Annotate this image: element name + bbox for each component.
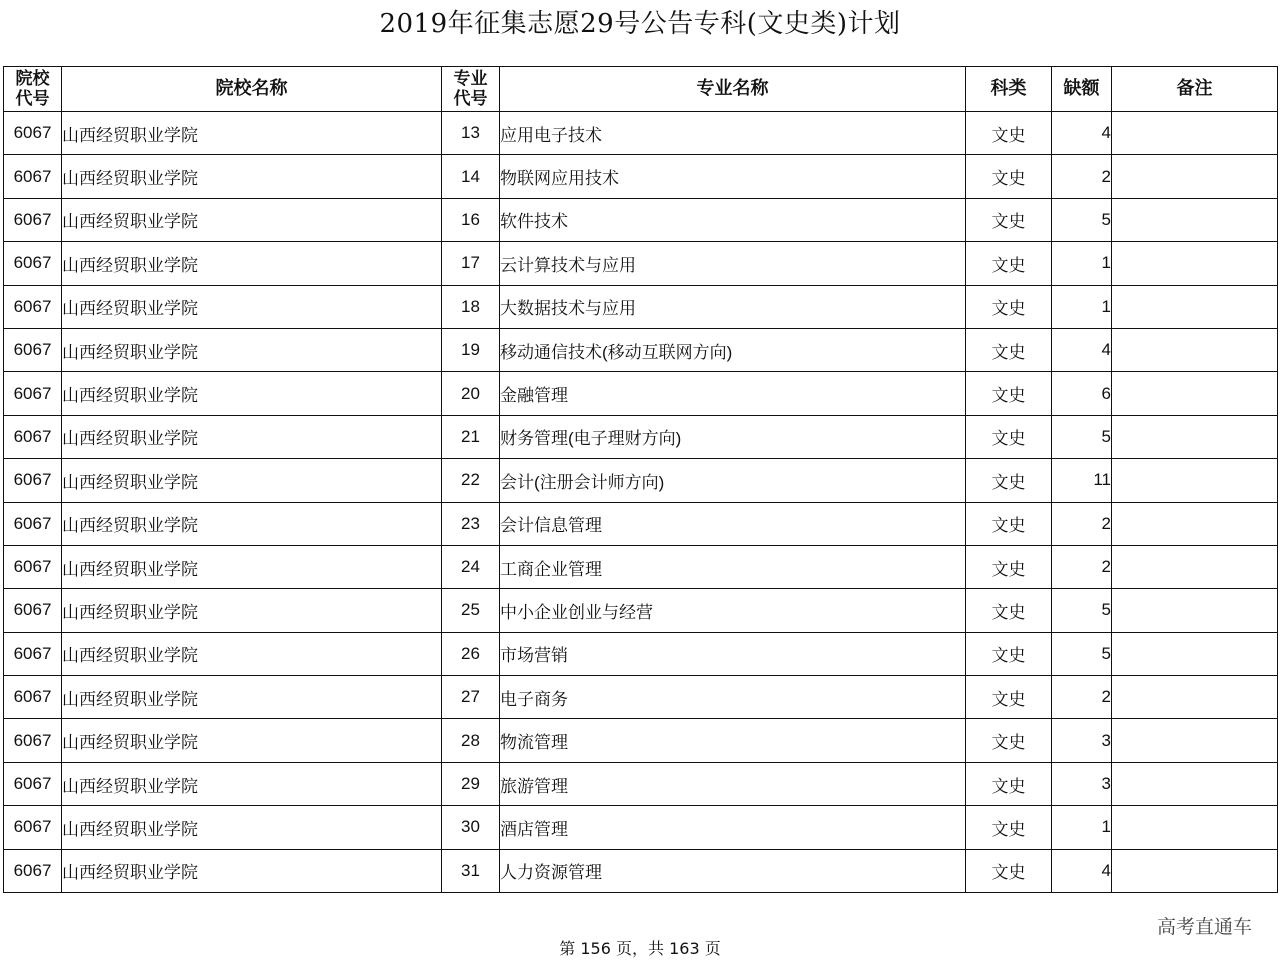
cell-quota: 2 (1052, 155, 1112, 198)
cell-category: 文史 (966, 589, 1052, 632)
cell-school-code: 6067 (4, 415, 62, 458)
cell-category: 文史 (966, 545, 1052, 588)
cell-school-code: 6067 (4, 632, 62, 675)
cell-school-code: 6067 (4, 589, 62, 632)
cell-major-code: 24 (442, 545, 500, 588)
cell-quota: 3 (1052, 762, 1112, 805)
cell-school-name: 山西经贸职业学院 (62, 155, 442, 198)
cell-school-code: 6067 (4, 762, 62, 805)
cell-major-name: 财务管理(电子理财方向) (500, 415, 966, 458)
cell-category: 文史 (966, 849, 1052, 892)
table-row (4, 459, 1278, 502)
cell-note (1112, 328, 1278, 371)
cell-school-code: 6067 (4, 372, 62, 415)
header-school-name: 院校名称 (62, 67, 442, 112)
cell-major-name: 云计算技术与应用 (500, 242, 966, 285)
cell-note (1112, 415, 1278, 458)
cell-category: 文史 (966, 112, 1052, 155)
cell-major-code: 29 (442, 762, 500, 805)
cell-school-code: 6067 (4, 459, 62, 502)
cell-note (1112, 155, 1278, 198)
cell-major-code: 14 (442, 155, 500, 198)
cell-school-code: 6067 (4, 676, 62, 719)
cell-school-code: 6067 (4, 545, 62, 588)
cell-category: 文史 (966, 242, 1052, 285)
cell-quota: 1 (1052, 285, 1112, 328)
header-major-code (442, 67, 500, 112)
cell-quota: 2 (1052, 545, 1112, 588)
cell-major-code: 27 (442, 676, 500, 719)
cell-quota: 1 (1052, 242, 1112, 285)
cell-quota: 4 (1052, 849, 1112, 892)
cell-category: 文史 (966, 459, 1052, 502)
table-row (4, 155, 1278, 198)
cell-school-name: 山西经贸职业学院 (62, 242, 442, 285)
cell-school-name: 山西经贸职业学院 (62, 676, 442, 719)
cell-quota: 5 (1052, 198, 1112, 241)
cell-school-code: 6067 (4, 242, 62, 285)
cell-note (1112, 849, 1278, 892)
cell-category: 文史 (966, 328, 1052, 371)
cell-quota: 5 (1052, 589, 1112, 632)
cell-major-code: 17 (442, 242, 500, 285)
cell-school-name: 山西经贸职业学院 (62, 198, 442, 241)
cell-school-code: 6067 (4, 849, 62, 892)
cell-category: 文史 (966, 372, 1052, 415)
table-body (4, 112, 1278, 893)
cell-major-code: 19 (442, 328, 500, 371)
cell-school-code: 6067 (4, 806, 62, 849)
header-school-code (4, 67, 62, 112)
cell-note (1112, 459, 1278, 502)
page-title: 2019年征集志愿29号公告专科(文史类)计划 (379, 9, 901, 39)
cell-major-name: 旅游管理 (500, 762, 966, 805)
table-row (4, 112, 1278, 155)
page-footer: 第 156 页，共 163 页 (559, 939, 721, 958)
cell-major-name: 工商企业管理 (500, 545, 966, 588)
cell-school-code: 6067 (4, 328, 62, 371)
cell-school-name: 山西经贸职业学院 (62, 459, 442, 502)
cell-school-name: 山西经贸职业学院 (62, 589, 442, 632)
header-major-name: 专业名称 (500, 67, 966, 112)
cell-note (1112, 632, 1278, 675)
cell-major-name: 金融管理 (500, 372, 966, 415)
cell-school-code: 6067 (4, 719, 62, 762)
cell-note (1112, 372, 1278, 415)
cell-note (1112, 719, 1278, 762)
cell-note (1112, 502, 1278, 545)
cell-note (1112, 285, 1278, 328)
cell-major-code: 30 (442, 806, 500, 849)
cell-quota: 2 (1052, 502, 1112, 545)
header-school-code-line1: 院校 (15, 69, 50, 89)
cell-school-name: 山西经贸职业学院 (62, 719, 442, 762)
table-row (4, 589, 1278, 632)
cell-note (1112, 545, 1278, 588)
cell-major-name: 物联网应用技术 (500, 155, 966, 198)
header-major-code-line2: 代号 (453, 89, 488, 109)
cell-school-name: 山西经贸职业学院 (62, 502, 442, 545)
cell-note (1112, 762, 1278, 805)
cell-note (1112, 589, 1278, 632)
cell-category: 文史 (966, 198, 1052, 241)
cell-major-code: 28 (442, 719, 500, 762)
table-row (4, 502, 1278, 545)
cell-category: 文史 (966, 806, 1052, 849)
cell-note (1112, 112, 1278, 155)
cell-school-code: 6067 (4, 112, 62, 155)
cell-school-name: 山西经贸职业学院 (62, 285, 442, 328)
cell-major-name: 电子商务 (500, 676, 966, 719)
cell-note (1112, 198, 1278, 241)
cell-school-name: 山西经贸职业学院 (62, 545, 442, 588)
cell-school-name: 山西经贸职业学院 (62, 762, 442, 805)
cell-major-code: 20 (442, 372, 500, 415)
table-row (4, 632, 1278, 675)
table-row (4, 242, 1278, 285)
header-major-code-line1: 专业 (453, 69, 488, 89)
cell-school-code: 6067 (4, 198, 62, 241)
table-row (4, 328, 1278, 371)
header-row (4, 67, 1278, 112)
header-note: 备注 (1112, 67, 1278, 112)
cell-major-code: 23 (442, 502, 500, 545)
header-category: 科类 (966, 67, 1052, 112)
table-row (4, 198, 1278, 241)
cell-major-code: 18 (442, 285, 500, 328)
enrollment-plan-table (3, 66, 1278, 893)
cell-category: 文史 (966, 762, 1052, 805)
cell-note (1112, 806, 1278, 849)
cell-quota: 4 (1052, 112, 1112, 155)
header-school-code-line2: 代号 (15, 89, 50, 109)
table-row (4, 676, 1278, 719)
cell-quota: 5 (1052, 632, 1112, 675)
cell-school-name: 山西经贸职业学院 (62, 415, 442, 458)
table-row (4, 545, 1278, 588)
table-header (4, 67, 1278, 112)
cell-major-name: 酒店管理 (500, 806, 966, 849)
cell-school-name: 山西经贸职业学院 (62, 112, 442, 155)
cell-quota: 2 (1052, 676, 1112, 719)
cell-major-code: 22 (442, 459, 500, 502)
header-quota: 缺额 (1052, 67, 1112, 112)
cell-category: 文史 (966, 719, 1052, 762)
table-row (4, 849, 1278, 892)
table-row (4, 806, 1278, 849)
cell-major-code: 16 (442, 198, 500, 241)
table-row (4, 285, 1278, 328)
cell-school-name: 山西经贸职业学院 (62, 849, 442, 892)
table-row (4, 719, 1278, 762)
cell-school-name: 山西经贸职业学院 (62, 632, 442, 675)
cell-major-code: 31 (442, 849, 500, 892)
cell-major-name: 中小企业创业与经营 (500, 589, 966, 632)
cell-quota: 1 (1052, 806, 1112, 849)
cell-major-name: 会计信息管理 (500, 502, 966, 545)
cell-major-name: 软件技术 (500, 198, 966, 241)
watermark: 高考直通车 (1156, 916, 1252, 938)
cell-major-name: 人力资源管理 (500, 849, 966, 892)
cell-school-code: 6067 (4, 285, 62, 328)
cell-major-code: 25 (442, 589, 500, 632)
cell-school-name: 山西经贸职业学院 (62, 328, 442, 371)
cell-category: 文史 (966, 155, 1052, 198)
cell-quota: 11 (1052, 459, 1112, 502)
cell-major-code: 13 (442, 112, 500, 155)
cell-major-name: 应用电子技术 (500, 112, 966, 155)
cell-major-name: 大数据技术与应用 (500, 285, 966, 328)
cell-category: 文史 (966, 676, 1052, 719)
cell-major-code: 21 (442, 415, 500, 458)
cell-quota: 6 (1052, 372, 1112, 415)
cell-school-name: 山西经贸职业学院 (62, 806, 442, 849)
cell-school-name: 山西经贸职业学院 (62, 372, 442, 415)
cell-category: 文史 (966, 415, 1052, 458)
cell-quota: 5 (1052, 415, 1112, 458)
cell-major-name: 物流管理 (500, 719, 966, 762)
table-row (4, 415, 1278, 458)
cell-quota: 3 (1052, 719, 1112, 762)
cell-category: 文史 (966, 285, 1052, 328)
cell-major-code: 26 (442, 632, 500, 675)
cell-category: 文史 (966, 632, 1052, 675)
cell-note (1112, 676, 1278, 719)
cell-school-code: 6067 (4, 155, 62, 198)
cell-major-name: 市场营销 (500, 632, 966, 675)
cell-note (1112, 242, 1278, 285)
cell-major-name: 会计(注册会计师方向) (500, 459, 966, 502)
cell-major-name: 移动通信技术(移动互联网方向) (500, 328, 966, 371)
table-row (4, 762, 1278, 805)
cell-school-code: 6067 (4, 502, 62, 545)
cell-category: 文史 (966, 502, 1052, 545)
cell-quota: 4 (1052, 328, 1112, 371)
table-row (4, 372, 1278, 415)
